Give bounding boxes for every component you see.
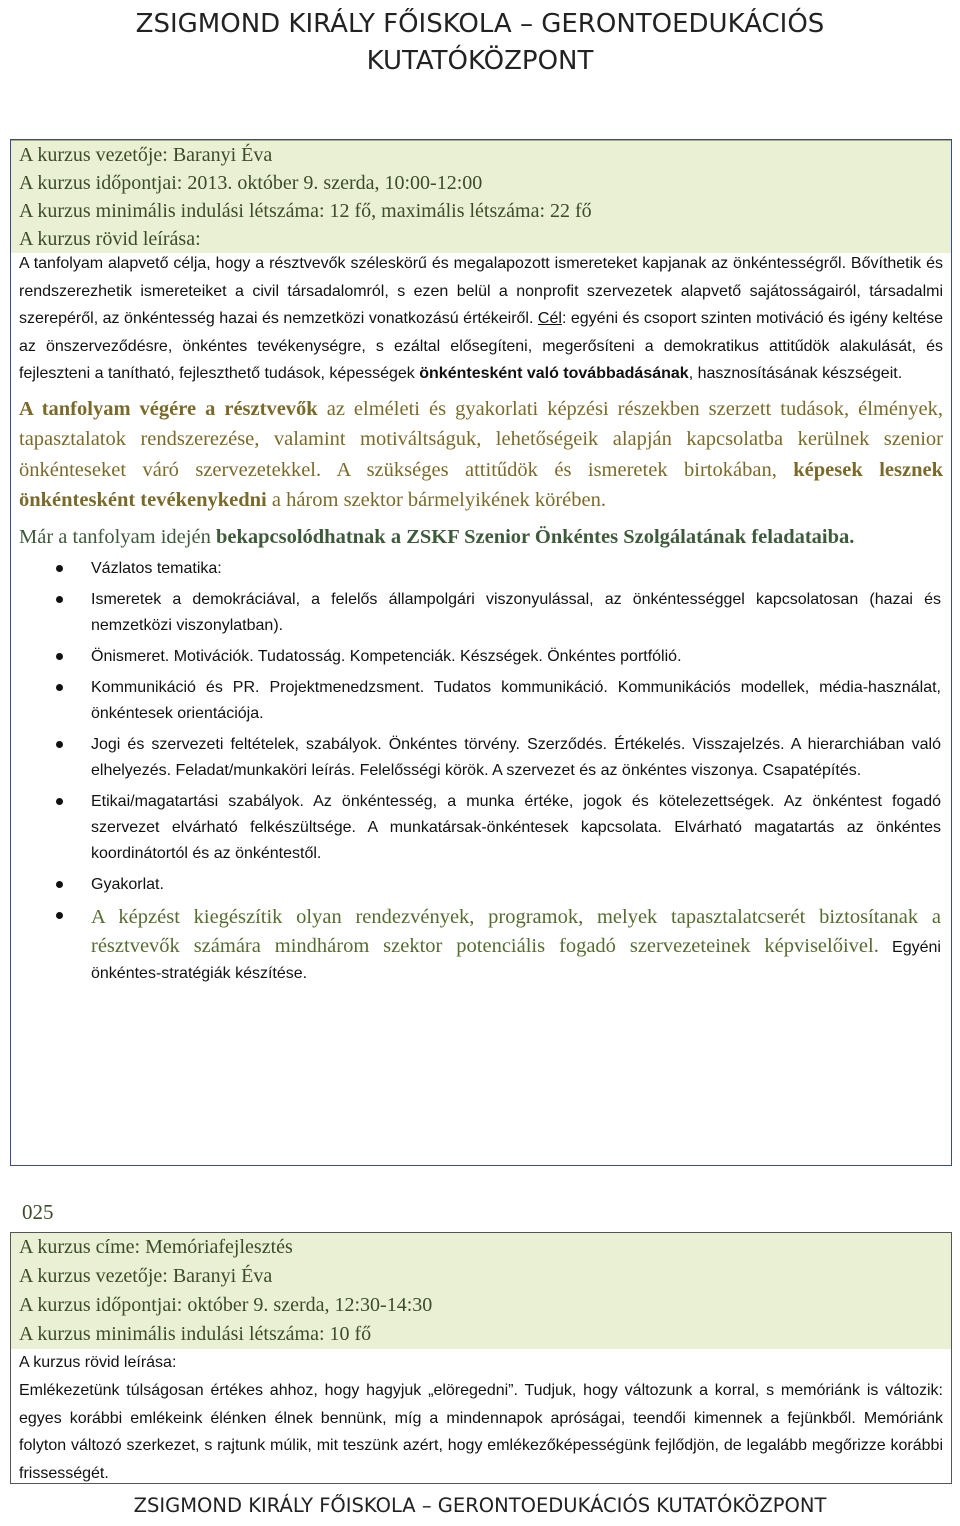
course-2-leader: A kurzus vezetője: Baranyi Éva bbox=[11, 1262, 951, 1291]
page-header bbox=[0, 6, 960, 80]
topic-text: Önismeret. Motivációk. Tudatosság. Kompetenciák. Készségek. Önkéntes portfólió. bbox=[91, 648, 682, 665]
already-bold: bekapcsolódhatnak a ZSKF Szenior Önkéntes Szolgálatának feladataiba. bbox=[215, 525, 855, 548]
course-2-title: A kurzus címe: Memóriafejlesztés bbox=[11, 1233, 951, 1262]
desc-part-b: : egyéni és csoport szinten motiváció és igény keltése az önszerveződésre, önkéntes tevékenységre, s ezáltal elősegíteni, megerősíteni a demokratikus attitűdök alakulását, és fejleszteni a tanítható, fejleszthető tudások, képességek bbox=[19, 310, 943, 382]
course-2-desc-label: A kurzus rövid leírása: bbox=[19, 1354, 177, 1371]
topic-text: Ismeretek a demokráciával, a felelős állampolgári viszonyulással, az önkéntességgel kapcsolatosan (hazai és nemzetközi viszonylatban). bbox=[91, 591, 941, 634]
desc-part-a: A tanfolyam alapvető célja, hogy a résztvevők széleskörű és megalapozott ismereteket kapjanak az önkéntességről. Bővíthetik és rendszerezhetik ismereteiket a civil társadalomról, s ezen belül a nonprofit szervezetek alapvető sajátosságairól, társadalmi szerepéről, az önkéntesség hazai és nemzetközi vonatkozású értékeiről. bbox=[19, 255, 943, 327]
list-item bbox=[11, 903, 941, 987]
course-1-capacity: A kurzus minimális indulási létszáma: 12 fő, maximális létszáma: 22 fő bbox=[11, 197, 951, 225]
course-2-description: Emlékezetünk túlságosan értékes ahhoz, hogy hagyjuk „elöregedni”. Tudjuk, hogy változunk a korral, s memóriánk is változik: egyes korábbi emlékeink élénken élnek bennünk, míg a mindennapok apróságai, teendői kimennek a fejünkből. Memóriánk folyton változó szerkezet, s rajtunk múlik, mit teszünk azért, hogy emlékezőképességünk fejlődjön, de legalább megőrizze korábbi frissességét. bbox=[19, 1382, 943, 1482]
topic-list bbox=[11, 556, 951, 987]
already-text: Már a tanfolyam idején bbox=[19, 525, 216, 548]
topic-text: Kommunikáció és PR. Projektmenedzsment. Tudatos kommunikáció. Kommunikációs modellek, média-használat, önkéntesek orientációja. bbox=[91, 679, 941, 722]
topic-text: Gyakorlat. bbox=[91, 876, 164, 893]
desc-part-c: , hasznosításának készségeit. bbox=[688, 365, 903, 382]
bullet-icon bbox=[56, 565, 63, 572]
course-2-capacity: A kurzus minimális indulási létszáma: 10 fő bbox=[11, 1320, 951, 1349]
topic-text: Jogi és szervezeti feltételek, szabályok. Önkéntes törvény. Szerződés. Értékelés. Visszajelzés. A hierarchiában való elhelyezés. Feladat/munkaköri leírás. Felelősségi körök. A szervezet és az önkéntes viszonya. Csapatépítés. bbox=[91, 736, 941, 779]
course-2-number: 025 bbox=[22, 1200, 54, 1224]
desc-bold: önkéntesként való továbbadásának bbox=[419, 365, 689, 382]
header-line-2: KUTATÓKÖZPONT bbox=[366, 46, 594, 76]
course-2-box bbox=[10, 1232, 952, 1484]
course-1-description bbox=[11, 250, 951, 388]
list-item bbox=[11, 675, 941, 727]
page-footer: ZSIGMOND KIRÁLY FŐISKOLA – GERONTOEDUKÁCIÓS KUTATÓKÖZPONT bbox=[133, 1494, 827, 1517]
outcome-bold-2: képesek lesznek önkéntesként tevékenykedni bbox=[19, 458, 943, 511]
topic-text: Vázlatos tematika: bbox=[91, 560, 222, 577]
course-1-desc-label: A kurzus rövid leírása: bbox=[11, 225, 951, 253]
list-item bbox=[11, 644, 941, 670]
bullet-icon bbox=[56, 798, 63, 805]
outcome-bold-1: A tanfolyam végére a résztvevők bbox=[19, 397, 318, 420]
bullet-icon bbox=[56, 881, 63, 888]
list-item bbox=[11, 872, 941, 898]
topic-text-sans: Egyéni önkéntes-stratégiák készítése. bbox=[91, 939, 941, 982]
outcome-text-2: a három szektor bármelyikének körében. bbox=[266, 489, 606, 511]
course-1-already bbox=[11, 522, 951, 553]
course-1-box bbox=[10, 139, 952, 1166]
course-1-leader: A kurzus vezetője: Baranyi Éva bbox=[11, 140, 951, 169]
outcome-text-1: az elméleti és gyakorlati képzési részekben szerzett tudások, élmények, tapasztalatok rendszerezése, valamint motiváltságuk, lehetőségeik alapján kapcsolatba kerülnek szenior önkénteseket váró szervezetekkel. A szükséges attitűdök és ismeretek birtokában, bbox=[19, 397, 943, 481]
bullet-icon bbox=[56, 653, 63, 660]
list-item bbox=[11, 556, 941, 582]
topic-text: Etikai/magatartási szabályok. Az önkéntesség, a munka értéke, jogok és kötelezettségek. Az önkéntest fogadó szervezet elvárható felkészültsége. A munkatársak-önkéntesek kapcsolata. Elvárható magatartás az önkéntes koordinátortól és az önkéntestől. bbox=[91, 793, 941, 862]
bullet-icon bbox=[56, 741, 63, 748]
bullet-icon bbox=[56, 596, 63, 603]
list-item bbox=[11, 732, 941, 784]
goal-label: Cél bbox=[537, 310, 562, 327]
bullet-icon bbox=[56, 684, 63, 691]
bullet-icon bbox=[56, 912, 63, 919]
course-1-dates: A kurzus időpontjai: 2013. október 9. szerda, 10:00-12:00 bbox=[11, 169, 951, 197]
topic-text-serif: A képzést kiegészítik olyan rendezvények, programok, melyek tapasztalatcserét biztosítanak a résztvevők számára mindhárom szektor potenciális fogadó szervezeteinek képviselőivel. bbox=[91, 906, 941, 957]
course-1-outcome bbox=[11, 394, 951, 516]
list-item bbox=[11, 789, 941, 867]
course-2-dates: A kurzus időpontjai: október 9. szerda, 12:30-14:30 bbox=[11, 1291, 951, 1320]
header-line-1: ZSIGMOND KIRÁLY FŐISKOLA – GERONTOEDUKÁCIÓS bbox=[135, 9, 825, 39]
list-item bbox=[11, 587, 941, 639]
